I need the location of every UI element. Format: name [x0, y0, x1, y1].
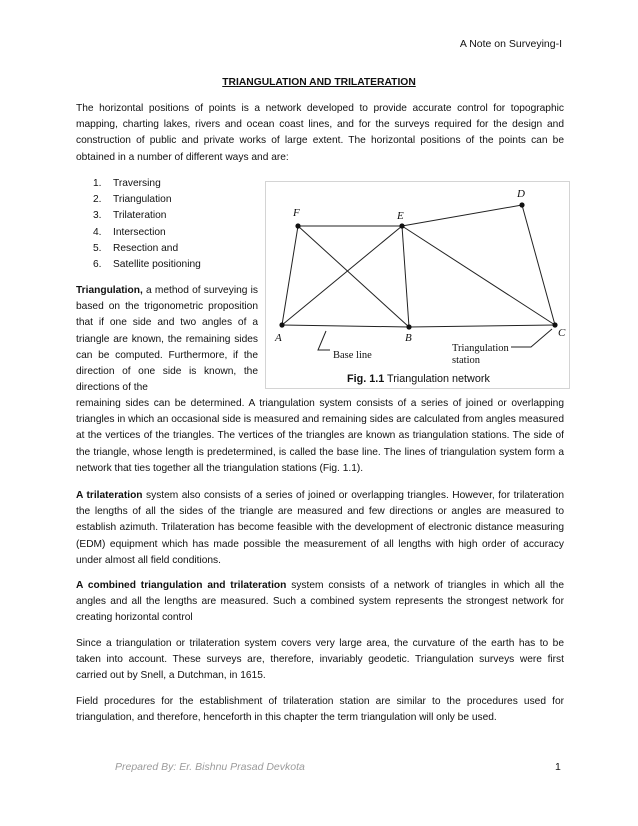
document-header: A Note on Surveying-I: [459, 38, 562, 50]
network-line: [402, 205, 522, 226]
point-label-E: E: [397, 210, 404, 222]
trilateration-term: A trilateration: [76, 490, 143, 501]
station-point-A: [279, 322, 284, 327]
station-point-C: [552, 322, 557, 327]
combined-paragraph: A combined triangulation and trilateration system consists of a network of triangles in which all the angles and all the lengths are measured. Such a combined system represents the strongest network for creating horizontal control: [76, 580, 564, 624]
point-label-C: C: [558, 327, 566, 339]
station-label-2: station: [452, 355, 480, 366]
network-line: [282, 226, 402, 325]
network-line: [282, 325, 409, 327]
base-line-pointer: [318, 331, 330, 350]
point-label-D: D: [517, 188, 525, 200]
list-item: 1. Traversing: [93, 178, 161, 189]
network-line: [409, 325, 555, 327]
figure-caption: Fig. 1.1 Triangulation network: [347, 373, 490, 385]
point-label-B: B: [405, 332, 412, 344]
list-item: 3. Trilateration: [93, 210, 167, 222]
triangulation-term: Triangulation,: [76, 285, 143, 296]
triangulation-network-figure: [265, 181, 570, 389]
station-label: Triangulation: [452, 343, 509, 354]
network-line: [282, 226, 298, 325]
field-procedures-paragraph: Field procedures for the establishment of trilateration station are similar to the procedures used for triangulation, and therefore, henceforth in this chapter the term triangulation will only be used.: [76, 696, 564, 724]
base-line-label: Base line: [333, 350, 372, 361]
network-line: [298, 226, 409, 327]
station-point-D: [519, 202, 524, 207]
page-number: 1: [555, 761, 561, 773]
trilateration-paragraph: A trilateration system also consists of a series of joined or overlapping triangles. However, for trilateration the lengths of all the sides of the triangle are measured and few directions or angles are measured to establish azimuth. Trilateration has become feasible with the development of electronic distance measuring (EDM) equipment which has made possible the measurement of all lengths with high order of accuracy under almost all field conditions.: [76, 490, 564, 566]
station-point-F: [295, 223, 300, 228]
station-point-E: [399, 223, 404, 228]
curvature-paragraph: Since a triangulation or trilateration system covers very large area, the curvature of the earth has to be taken into account. These surveys are, therefore, invariably geodetic. Triangulation surveys were first carried out by Snell, a Dutchman, in 1615.: [76, 638, 564, 682]
point-label-F: F: [293, 207, 300, 219]
point-label-A: A: [275, 332, 282, 344]
network-line: [402, 226, 409, 327]
list-item: 5. Resection and: [93, 242, 179, 254]
methods-list: [93, 176, 201, 273]
station-point-B: [406, 324, 411, 329]
triangulation-continued-text: remaining sides can be determined. A triangulation system consists of a series of joined or overlapping triangles in which an occasional side is measured and remaining sides are calculated from angles measured at the vertices of the triangles. The vertices of the triangles are known as triangulation stations. The side of the triangle, whose length is predetermined, is called the base line. The lines of triangulation system form a network that ties together all the triangulation stations (Fig. 1.1).: [76, 398, 564, 474]
footer-author: Prepared By: Er. Bishnu Prasad Devkota: [115, 761, 305, 773]
triangulation-wrapped-text: Triangulation, a method of surveying is based on the trigonometric proposition that if one side and two angles of a triangle are known, the remaining sides can be computed. Furthermore, if the direction of one side is known, the directions of the: [76, 285, 258, 394]
triangulation-network-diagram: [266, 182, 569, 388]
list-item: 4. Intersection: [93, 226, 166, 238]
page-title: TRIANGULATION AND TRILATERATION: [222, 77, 416, 88]
station-pointer: [511, 329, 552, 347]
combined-term: A combined triangulation and trilateration: [76, 580, 287, 591]
list-item: 6. Satellite positioning: [93, 259, 201, 271]
list-item: 2. Triangulation: [93, 194, 172, 206]
intro-paragraph: The horizontal positions of points is a network developed to provide accurate control for topographic mapping, charting lakes, rivers and ocean coast lines, and for the surveys required for the design and construction of public and private works of large extent. The horizontal positions of the points can be obtained in a number of different ways and are:: [76, 103, 564, 163]
